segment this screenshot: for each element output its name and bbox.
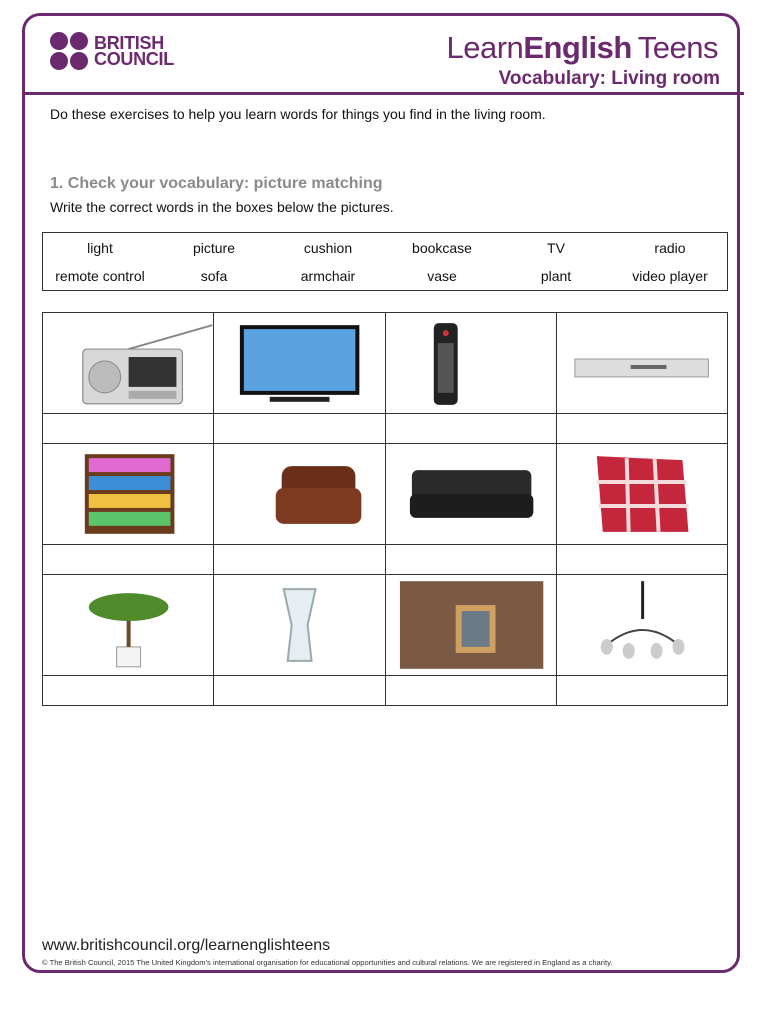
- light-image: [557, 575, 727, 675]
- word-bank-item: plant: [540, 268, 572, 284]
- logo-line-1: BRITISH: [94, 33, 164, 53]
- footer-url[interactable]: www.britishcouncil.org/learnenglishteens: [42, 937, 331, 954]
- answer-box[interactable]: [43, 545, 214, 575]
- word-bank-item: cushion: [303, 240, 353, 256]
- video-player-image: [557, 313, 727, 413]
- word-bank-item: bookcase: [412, 240, 472, 256]
- answer-box[interactable]: [385, 545, 556, 575]
- picture-cell: [214, 444, 385, 545]
- answer-box[interactable]: [43, 676, 214, 706]
- logo-dots-icon: [50, 32, 88, 70]
- word-bank-item: light: [87, 240, 113, 256]
- brand-teens: Teens: [637, 30, 718, 65]
- answer-box[interactable]: [385, 414, 556, 444]
- word-bank-item: radio: [654, 240, 686, 256]
- picture-cell: [385, 575, 556, 676]
- sofa-image: [386, 444, 556, 544]
- answer-box[interactable]: [214, 414, 385, 444]
- picture-frame-image: [386, 575, 556, 675]
- word-bank-item: TV: [547, 240, 565, 256]
- picture-cell: [385, 444, 556, 545]
- answer-box[interactable]: [43, 414, 214, 444]
- word-bank-item: sofa: [200, 268, 228, 284]
- answer-box[interactable]: [214, 545, 385, 575]
- word-bank-item: armchair: [300, 268, 356, 284]
- bookcase-image: [43, 444, 213, 544]
- word-bank-item: picture: [192, 240, 236, 256]
- page-title: Vocabulary: Living room: [498, 68, 720, 89]
- header-divider: [22, 92, 744, 95]
- picture-cell: [43, 444, 214, 545]
- answer-box[interactable]: [556, 414, 727, 444]
- picture-cell: [214, 313, 385, 414]
- answer-box[interactable]: [556, 545, 727, 575]
- picture-cell: [556, 575, 727, 676]
- tv-image: [214, 313, 384, 413]
- learnenglish-teens-brand: [447, 30, 718, 66]
- armchair-image: [214, 444, 384, 544]
- word-bank-item: remote control: [55, 268, 145, 284]
- logo-line-2: COUNCIL: [94, 49, 174, 69]
- word-bank-item: vase: [427, 268, 457, 284]
- answer-box[interactable]: [214, 676, 385, 706]
- word-bank-item: video player: [632, 268, 708, 284]
- picture-cell: [385, 313, 556, 414]
- british-council-logo: [50, 32, 174, 70]
- picture-cell: [556, 444, 727, 545]
- picture-cell: [556, 313, 727, 414]
- footer-copyright: © The British Council, 2015 The United Kingdom's international organisation for educational opportunities and cultural relations. We are registered in England as a charity.: [42, 958, 613, 967]
- answer-box[interactable]: [556, 676, 727, 706]
- cushion-image: [557, 444, 727, 544]
- brand-learn: Learn: [446, 30, 524, 65]
- intro-text: Do these exercises to help you learn words for things you find in the living room.: [50, 106, 546, 122]
- exercise-title: 1. Check your vocabulary: picture matching: [50, 175, 383, 192]
- answer-box[interactable]: [385, 676, 556, 706]
- word-bank: [42, 232, 728, 291]
- picture-cell: [43, 575, 214, 676]
- picture-cell: [43, 313, 214, 414]
- radio-image: [43, 313, 213, 413]
- brand-english: English: [523, 30, 632, 65]
- remote-control-image: [386, 313, 556, 413]
- picture-cell: [214, 575, 385, 676]
- plant-image: [43, 575, 213, 675]
- vase-image: [214, 575, 384, 675]
- picture-matching-table: [42, 312, 728, 706]
- exercise-instruction: Write the correct words in the boxes below the pictures.: [50, 199, 394, 215]
